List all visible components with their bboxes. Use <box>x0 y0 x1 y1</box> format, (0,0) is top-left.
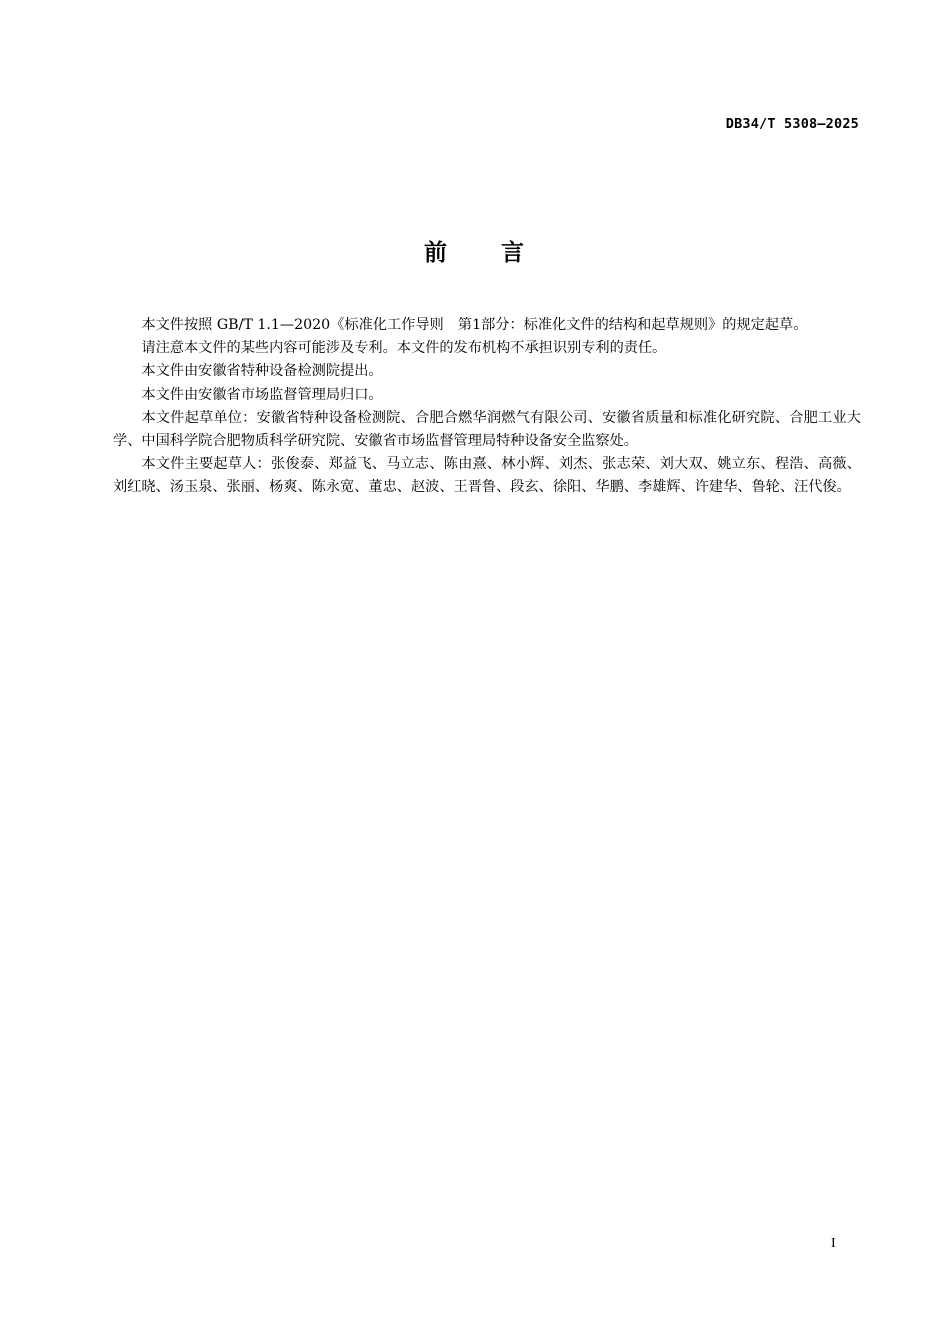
title-char-2: 言 <box>501 240 526 266</box>
title-char-1: 前 <box>424 240 449 266</box>
paragraph-proposer: 本文件由安徽省特种设备检测院提出。 <box>141 363 383 380</box>
paragraph-administrator: 本文件由安徽省市场监督管理局归口。 <box>141 386 383 403</box>
foreword-body <box>113 314 861 500</box>
document-code: DB34/T 5308—2025 <box>725 116 859 132</box>
paragraph-drafting-units: 本文件起草单位：安徽省特种设备检测院、合肥合燃华润燃气有限公司、安徽省质量和标准化研究院、合肥工业大学、中国科学院合肥物质科学研究院、安徽省市场监督管理局特种设备安全监察处。 <box>113 409 861 450</box>
page-title <box>0 234 950 267</box>
page-number: I <box>831 1236 836 1251</box>
paragraph-patent-notice: 请注意本文件的某些内容可能涉及专利。本文件的发布机构不承担识别专利的责任。 <box>141 340 667 357</box>
paragraph-drafting-basis: 本文件按照 GB/T 1.1—2020《标准化工作导则 第1部分：标准化文件的结构和起草规则》的规定起草。 <box>141 317 808 333</box>
paragraph-drafters: 本文件主要起草人：张俊泰、郑益飞、马立志、陈由熹、林小辉、刘杰、张志荣、刘大双、姚立东、程浩、高薇、刘红晓、汤玉泉、张丽、杨爽、陈永宽、董忠、赵波、王晋鲁、段玄、徐阳、华鹏、李雄辉、许建华、鲁轮、汪代俊。 <box>113 456 861 496</box>
